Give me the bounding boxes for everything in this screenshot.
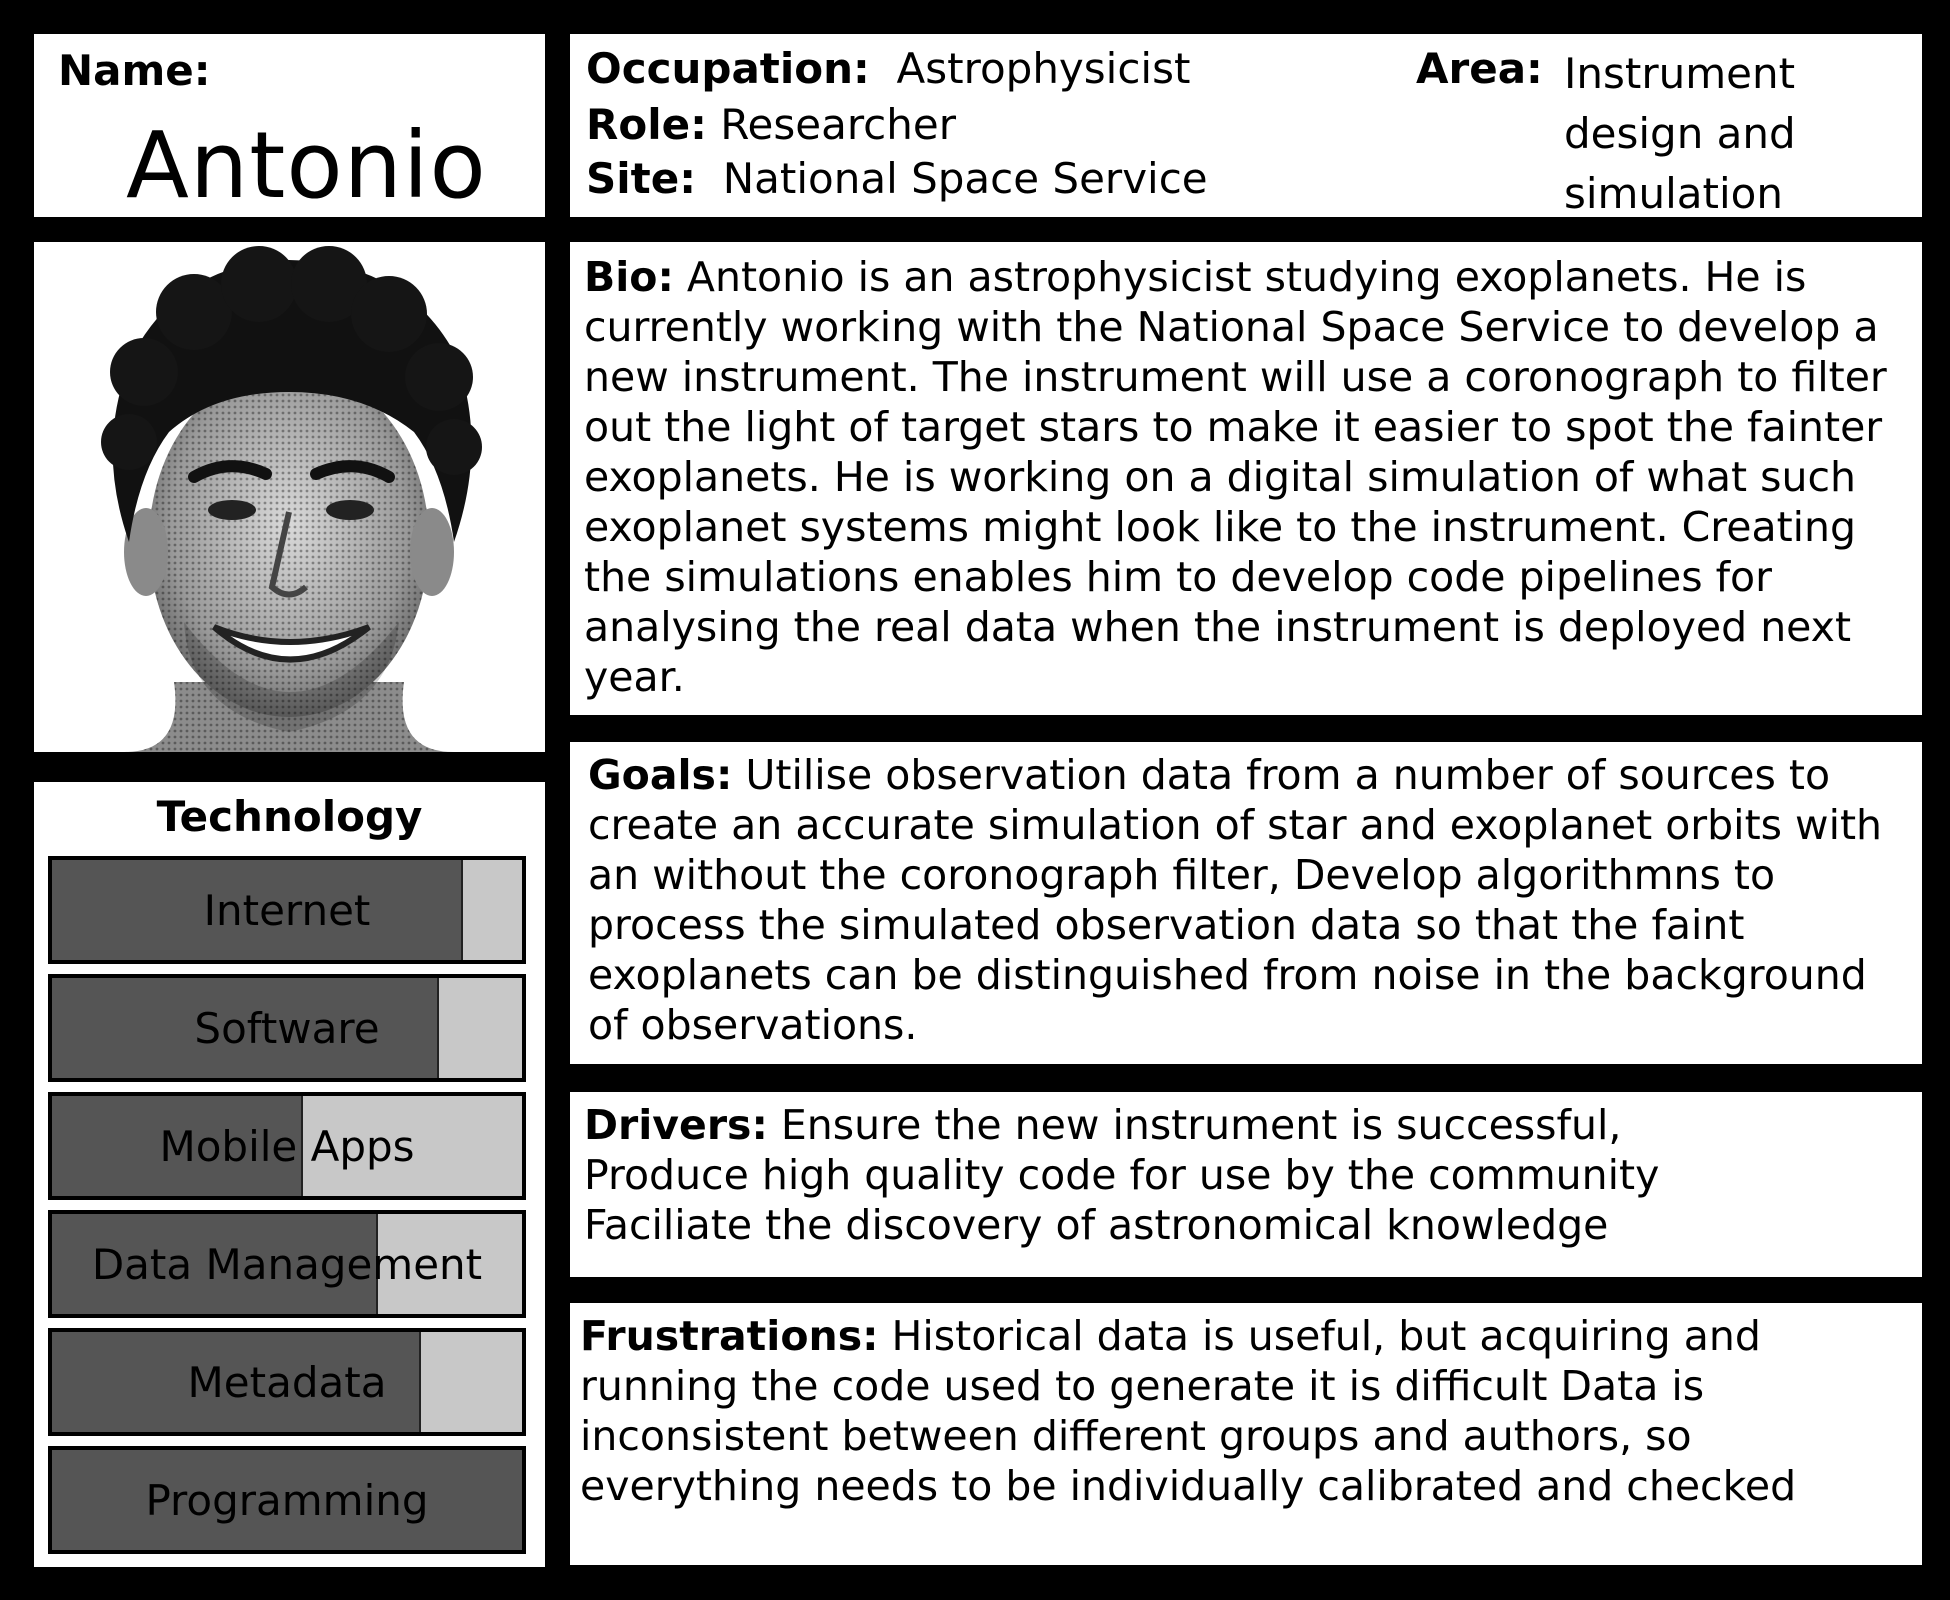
frustrations-panel xyxy=(570,1303,1922,1565)
area-label: Area: xyxy=(1416,44,1543,93)
goals-text: Utilise observation data from a number of sources to create an accurate simulation of star and exoplanet orbits with an without the coronograph filter, Develop algorithmns to process the simulated observation data so that the faint exoplanets can be distinguished from noise in the background of observations. xyxy=(588,751,1883,1049)
drivers-item: Ensure the new instrument is successful, xyxy=(780,1101,1622,1149)
goals-panel xyxy=(570,742,1922,1064)
role-line xyxy=(586,100,956,149)
skill-bar-metadata xyxy=(48,1328,526,1436)
persona-name: Antonio xyxy=(126,112,487,217)
site-label: Site: xyxy=(586,154,697,203)
bio-text: Antonio is an astrophysicist studying exoplanets. He is currently working with the National Space Service to develop a new instrument. The instrument will use a coronograph to filter out the light of target stars to make it easier to spot the fainter exoplanets. He is working on a digital simulation of what such exoplanet systems might look like to the instrument. Creating the simulations enables him to develop code pipelines for analysing the real data when the instrument is deployed next year. xyxy=(584,253,1887,701)
skill-bar-mobile-apps xyxy=(48,1092,526,1200)
portrait-image xyxy=(34,242,545,752)
skill-label: Internet xyxy=(203,885,371,935)
skill-label: Mobile Apps xyxy=(159,1121,415,1171)
drivers-line-1 xyxy=(584,1100,1914,1150)
goals-section xyxy=(588,750,1914,1050)
skill-label: Metadata xyxy=(187,1357,387,1407)
bio-section xyxy=(584,252,1914,702)
frustrations-label: Frustrations: xyxy=(580,1312,879,1360)
area-value: Instrument design and simulation xyxy=(1564,49,1796,217)
technology-panel xyxy=(34,782,545,1567)
info-panel xyxy=(570,34,1922,217)
drivers-label: Drivers: xyxy=(584,1101,768,1149)
role-value: Researcher xyxy=(720,100,956,149)
skill-label: Programming xyxy=(145,1475,429,1525)
skill-label: Data Management xyxy=(91,1239,483,1289)
name-panel xyxy=(34,34,545,217)
drivers-item: Faciliate the discovery of astronomical knowledge xyxy=(584,1201,1609,1249)
drivers-panel xyxy=(570,1092,1922,1277)
name-label: Name: xyxy=(58,46,211,95)
occupation-label: Occupation: xyxy=(586,44,870,93)
skill-bar-internet xyxy=(48,856,526,964)
portrait-photo xyxy=(34,242,545,752)
frustrations-section xyxy=(580,1311,1914,1511)
role-label: Role: xyxy=(586,100,707,149)
bio-panel xyxy=(570,242,1922,715)
skill-label: Software xyxy=(194,1003,380,1053)
bio-label: Bio: xyxy=(584,253,674,301)
technology-title: Technology xyxy=(156,792,423,841)
occupation-line xyxy=(586,44,1190,93)
goals-label: Goals: xyxy=(588,751,733,799)
skill-bar-software xyxy=(48,974,526,1082)
skill-bar-programming xyxy=(48,1446,526,1554)
drivers-item: Produce high quality code for use by the community xyxy=(584,1151,1660,1199)
drivers-section xyxy=(584,1100,1914,1250)
skill-bar-data-management xyxy=(48,1210,526,1318)
site-line xyxy=(586,154,1208,203)
occupation-value: Astrophysicist xyxy=(896,44,1191,93)
frustrations-text: Historical data is useful, but acquiring and running the code used to generate it is difficult Data is inconsistent between different groups and authors, so everything needs to be individually calibrated and checked xyxy=(580,1312,1797,1510)
site-value: National Space Service xyxy=(722,154,1208,203)
